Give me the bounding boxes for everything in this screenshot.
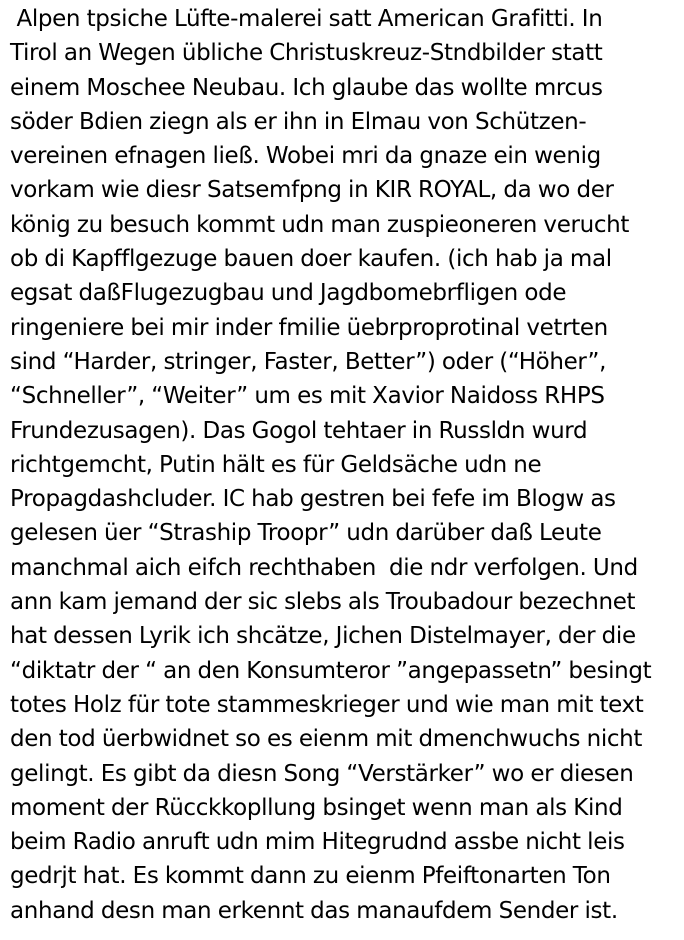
text-line: moment der Rücckkopllung bsinget wenn man als Kind [10, 794, 623, 821]
text-line: ob di Kapfflgezuge bauen doer kaufen. (ich hab ja mal [10, 246, 612, 273]
text-line: Alpen tpsiche Lüfte-malerei satt American Grafitti. In [10, 6, 603, 32]
text-line: ringeniere bei mir inder fmilie üebrproprotinal vetrten [10, 314, 608, 341]
text-line: hat dessen Lyrik ich shcätze, Jichen Distelmayer, der die [10, 623, 636, 650]
text-line: Frundezusagen). Das Gogol tehtaer in Russldn wurd [10, 417, 588, 444]
text-line: söder Bdien ziegn als er ihn in Elmau von Schützen- [10, 108, 587, 135]
text-line: Propagdashcluder. IC hab gestren bei fefe im Blogw as [10, 486, 616, 513]
text-line: vorkam wie diesr Satsemfpng in KIR ROYAL, da wo der [10, 177, 614, 204]
text-line: beim Radio anruft udn mim Hitegrudnd assbe nicht leis [10, 829, 625, 856]
text-line: egsat daßFlugezugbau und Jagdbomebrfligen ode [10, 280, 567, 307]
text-line: einem Moschee Neubau. Ich glaube das wollte mrcus [10, 74, 603, 101]
body-text [10, 2, 682, 928]
text-line: sind “Harder, stringer, Faster, Better”) oder (“Höher”, [10, 348, 607, 375]
text-line: den tod üerbwidnet so es eienm mit dmenchwuchs nicht [10, 726, 643, 753]
text-line: gelingt. Es gibt da diesn Song “Verstärker” wo er diesen [10, 760, 634, 787]
text-line: richtgemcht, Putin hält es für Geldsäche udn ne [10, 451, 542, 478]
text-line: anhand desn man erkennt das manaufdem Sender ist. [10, 897, 618, 924]
text-line: könig zu besuch kommt udn man zuspieoneren verucht [10, 211, 630, 238]
text-line: gelesen üer “Straship Troopr” udn darüber daß Leute [10, 520, 602, 547]
text-line: ann kam jemand der sic slebs als Troubadour bezechnet [10, 589, 636, 616]
text-line: gedrjt hat. Es kommt dann zu eienm Pfeiftonarten Ton [10, 863, 611, 890]
text-line: totes Holz für tote stammeskrieger und wie man mit text [10, 691, 644, 718]
text-line: “Schneller”, “Weiter” um es mit Xavior Naidoss RHPS [10, 383, 605, 410]
text-line: vereinen efnagen ließ. Wobei mri da gnaze ein wenig [10, 143, 601, 170]
text-line: manchmal aich eifch rechthaben die ndr verfolgen. Und [10, 554, 638, 581]
text-line: Tirol an Wegen übliche Christuskreuz-Stndbilder statt [10, 40, 603, 67]
text-line: “diktatr der “ an den Konsumteror ”angepassetn” besingt [10, 657, 652, 684]
